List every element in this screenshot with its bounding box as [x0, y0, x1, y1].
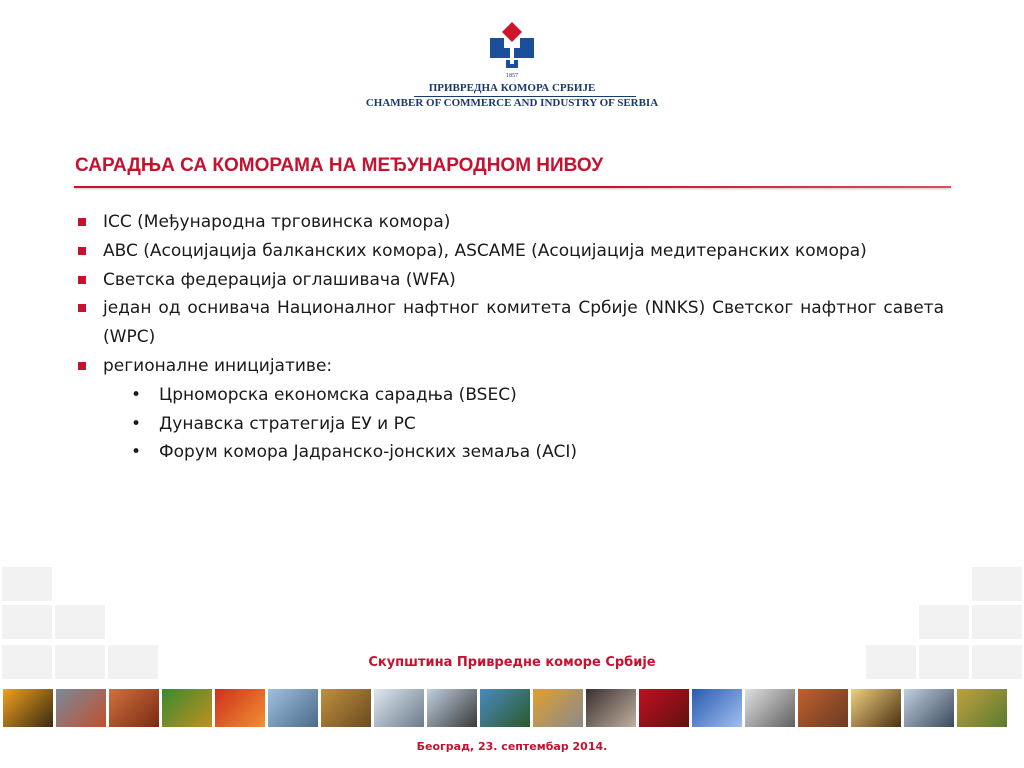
title-underline [74, 186, 951, 188]
bullet-item: Светска федерација оглашивача (WFA) [78, 266, 944, 295]
industry-photo [533, 689, 583, 727]
sub-bullet-item: • Форум комора Јадранско-јонских земаља (ACI) [78, 438, 944, 467]
industry-photo [957, 689, 1007, 727]
sub-bullet-item: • Дунавска стратегија ЕУ и РС [78, 410, 944, 439]
industry-photo [692, 689, 742, 727]
slide-content [78, 208, 944, 467]
industry-photo [215, 689, 265, 727]
org-name-en: CHAMBER OF COMMERCE AND INDUSTRY OF SERBIA [365, 97, 659, 109]
sub-bullet-item: • Црноморска економска сарадња (BSEC) [78, 381, 944, 410]
bullet-item: ABC (Асоцијација балканских комора), ASCAME (Асоцијација медитеранских комора) [78, 237, 944, 266]
industry-photo [321, 689, 371, 727]
industry-photo [427, 689, 477, 727]
industry-photo [374, 689, 424, 727]
industry-photo [586, 689, 636, 727]
bullet-item: ICC (Међународна трговинска комора) [78, 208, 944, 237]
industry-photo [639, 689, 689, 727]
industry-photo [3, 689, 53, 727]
org-name-sr: ПРИВРЕДНА КОМОРА СРБИЈЕ [428, 82, 596, 94]
industry-photo [851, 689, 901, 727]
chamber-emblem-icon [482, 20, 542, 80]
industry-photo [745, 689, 795, 727]
industry-photo [904, 689, 954, 727]
bullet-item: регионалне иницијативе: [78, 352, 944, 381]
industry-photo [268, 689, 318, 727]
industry-photo [480, 689, 530, 727]
industry-photo [56, 689, 106, 727]
event-date: Београд, 23. септембар 2014. [416, 740, 608, 753]
industry-photo [162, 689, 212, 727]
chamber-logo [0, 20, 1024, 84]
bullet-item: један од оснивача Националног нафтног комитета Србије (NNKS) Светског нафтног савета (WPC) [78, 294, 944, 352]
slide-title: САРАДЊА СА КОМОРАМА НА МЕЂУНАРОДНОМ НИВОУ [75, 155, 604, 176]
photo-strip [0, 689, 1024, 727]
industry-photo [109, 689, 159, 727]
event-title: Скупштина Привредне коморе Србије [368, 655, 656, 670]
svg-text:1857: 1857 [506, 73, 518, 79]
industry-photo [798, 689, 848, 727]
